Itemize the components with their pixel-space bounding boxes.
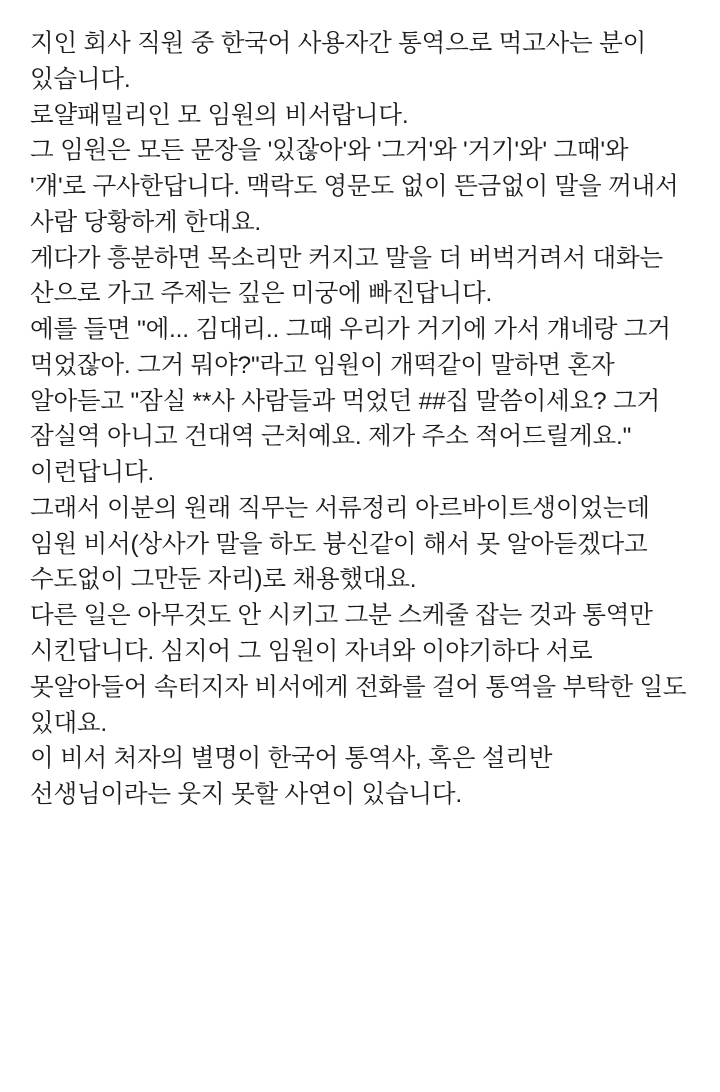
paragraph-2: 그 임원은 모든 문장을 '있잖아'와 '그거'와 '거기'와' 그때'와 '걔'로 구사한답니다. 맥락도 영문도 없이 뜬금없이 말을 꺼내서 사람 당황하게 한대요. 게다가 흥분하면 목소리만 커지고 말을 더 버벅거려서 대화는 산으로 가고 주제는 깊은 미궁에 빠진답니다. (30, 137, 679, 308)
paragraph-4: 그래서 이분의 원래 직무는 서류정리 아르바이트생이었는데 임원 비서(상사가 말을 하도 븅신같이 해서 못 알아듣겠다고 수도없이 그만둔 자리)로 채용했대요. 다른 일은 아무것도 안 시키고 그분 스케줄 잡는 것과 통역만 시킨답니다. 심지어 그 임원이 자녀와 이야기하다 서로 못알아들어 속터지자 비서에게 전화를 걸어 통역을 부탁한 일도 있대요. (30, 494, 687, 737)
paragraph-1: 지인 회사 직원 중 한국어 사용자간 통역으로 먹고사는 분이 있습니다. 로얄패밀리인 모 임원의 비서랍니다. (30, 30, 647, 129)
paragraph-3: 예를 들면 "에... 김대리.. 그때 우리가 거기에 가서 걔네랑 그거 먹었잖아. 그거 뭐야?"라고 임원이 개떡같이 말하면 혼자 알아듣고 "잠실 **사 사람들과 먹었던 ##집 말씀이세요? 그거 잠실역 아니고 건대역 근처예요. 제가 주소 적어드릴게요." 이런답니다. (30, 316, 671, 487)
document-body (30, 26, 690, 813)
paragraph-5: 이 비서 처자의 별명이 한국어 통역사, 혹은 설리반 선생님이라는 웃지 못할 사연이 있습니다. (30, 745, 553, 809)
